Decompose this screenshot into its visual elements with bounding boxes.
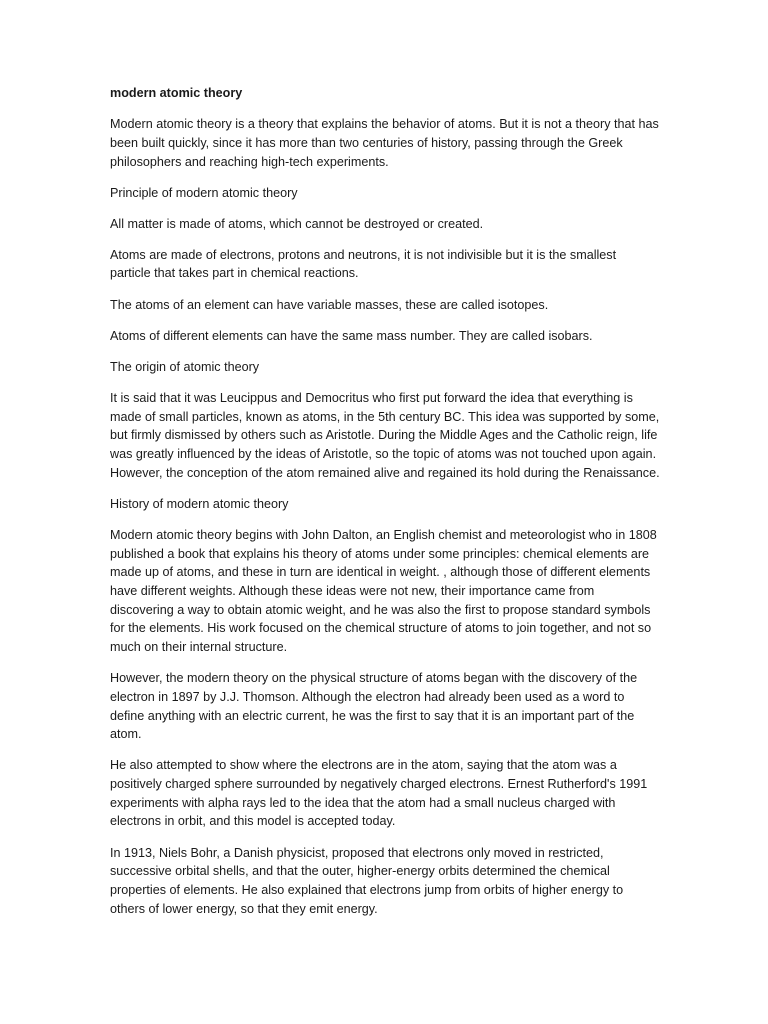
heading-origin: The origin of atomic theory bbox=[110, 359, 260, 374]
document-page bbox=[110, 84, 660, 931]
paragraph-principle-2: Atoms are made of electrons, protons and neutrons, it is not indivisible but it is the smallest particle that takes part in chemical reactions. bbox=[110, 247, 617, 281]
paragraph-history-rutherford: He also attempted to show where the electrons are in the atom, saying that the atom was a positively charged sphere surrounded by negatively charged electrons. Ernest Rutherford's 1991 experiments with alpha rays led to the idea that the atom had a small nucleus charged with electrons in orbit, and this model is accepted today. bbox=[110, 758, 648, 829]
paragraph-history-dalton: Modern atomic theory begins with John Dalton, an English chemist and meteorologist who in 1808 published a book that explains his theory of atoms under some principles: chemical elements are made up of atoms, and these in turn are identical in weight. , although those of different elements have different weights. Although these ideas were not new, their importance came from discovering a way to obtain atomic weight, and he was also the first to propose standard symbols for the elements. His work focused on the chemical structure of atoms to join together, and not so much on their internal structure. bbox=[110, 527, 657, 655]
paragraph-history-bohr: In 1913, Niels Bohr, a Danish physicist, proposed that electrons only moved in restricted, successive orbital shells, and that the outer, higher-energy orbits determined the chemical properties of elements. He also explained that electrons jump from orbits of higher energy to others of lower energy, so that they emit energy. bbox=[110, 845, 624, 916]
paragraph-intro: Modern atomic theory is a theory that explains the behavior of atoms. But it is not a theory that has been built quickly, since it has more than two centuries of history, passing through the Greek philosophers and reaching high-tech experiments. bbox=[110, 117, 659, 169]
paragraph-principle-1: All matter is made of atoms, which cannot be destroyed or created. bbox=[110, 216, 484, 231]
paragraph-principle-4: Atoms of different elements can have the same mass number. They are called isobars. bbox=[110, 328, 593, 343]
heading-principle: Principle of modern atomic theory bbox=[110, 185, 298, 200]
document-title: modern atomic theory bbox=[110, 86, 243, 100]
paragraph-principle-3: The atoms of an element can have variable masses, these are called isotopes. bbox=[110, 297, 549, 312]
heading-history: History of modern atomic theory bbox=[110, 496, 289, 511]
paragraph-origin: It is said that it was Leucippus and Democritus who first put forward the idea that everything is made of small particles, known as atoms, in the 5th century BC. This idea was supported by some, but firmly dismissed by others such as Aristotle. During the Middle Ages and the Catholic reign, life was greatly influenced by the ideas of Aristotle, so the topic of atoms was not touched upon again. However, the conception of the atom remained alive and regained its hold during the Renaissance. bbox=[110, 390, 660, 480]
paragraph-history-thomson: However, the modern theory on the physical structure of atoms began with the discovery of the electron in 1897 by J.J. Thomson. Although the electron had already been used as a word to define anything with an electric current, he was the first to say that it is an important part of the atom. bbox=[110, 671, 638, 742]
